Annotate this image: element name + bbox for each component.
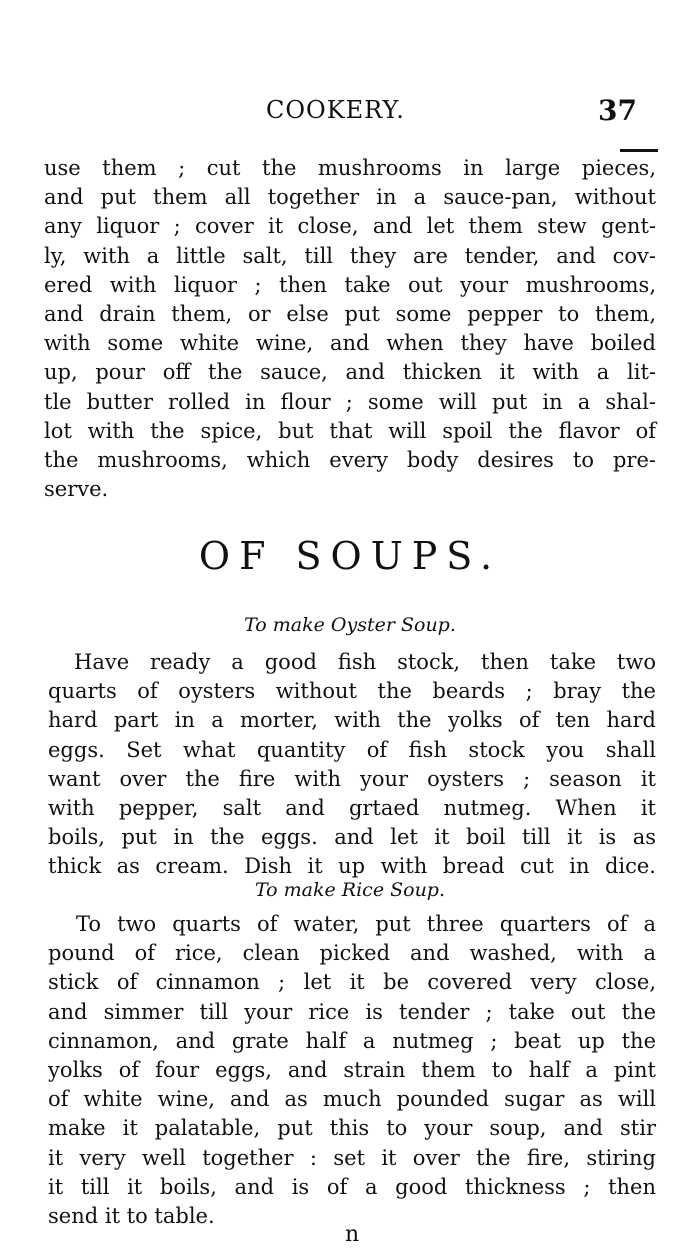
text-line: and put them all together in a sauce-pan, without [44,185,656,210]
signature-mark: n [345,1222,360,1247]
text-line: cinnamon, and grate half a nutmeg ; beat up the [48,1028,656,1053]
recipe-title-rice-soup: To make Rice Soup. [254,879,446,901]
text-line: any liquor ; cover it close, and let them stew gent- [44,214,656,239]
rice-soup-paragraph [48,910,656,1231]
text-line: send it to table. [48,1203,215,1228]
page-header [0,96,700,136]
text-line: with some white wine, and when they have boiled [44,331,656,356]
header-rule [620,149,658,152]
text-line: To two quarts of water, put three quarters of a [76,912,656,936]
text-line: up, pour off the sauce, and thicken it with a lit- [44,360,656,385]
text-line: Have ready a good fish stock, then take two [74,650,656,674]
text-line: of white wine, and as much pounded sugar as will [48,1087,656,1112]
text-line: hard part in a morter, with the yolks of ten hard [48,708,656,733]
oyster-soup-paragraph [48,648,656,882]
section-heading: OF SOUPS. [198,534,502,578]
text-line: the mushrooms, which every body desires to pre- [44,447,656,472]
text-line: ered with liquor ; then take out your mushrooms, [44,272,656,297]
text-line: quarts of oysters without the beards ; bray the [48,679,656,704]
continuation-paragraph [44,154,656,504]
text-line: serve. [44,477,109,502]
text-line: thick as cream. Dish it up with bread cut in dice. [48,854,656,879]
text-line: it very well together : set it over the fire, stiring [48,1145,656,1170]
text-line: want over the fire with your oysters ; season it [48,766,656,791]
text-line: lot with the spice, but that will spoil the flavor of [44,418,656,443]
text-line: and simmer till your rice is tender ; take out the [48,999,656,1024]
text-line: and drain them, or else put some pepper to them, [44,301,656,326]
text-line: pound of rice, clean picked and washed, with a [48,941,656,966]
text-line: stick of cinnamon ; let it be covered very close, [48,970,656,995]
text-line: yolks of four eggs, and strain them to half a pint [48,1057,656,1082]
text-line: use them ; cut the mushrooms in large pieces, [44,156,656,180]
text-line: make it palatable, put this to your soup, and stir [48,1116,656,1141]
page-number: 37 [598,94,637,127]
text-line: with pepper, salt and grtaed nutmeg. When it [48,795,656,820]
text-line: tle butter rolled in flour ; some will put in a shal- [44,389,656,414]
recipe-title-oyster-soup: To make Oyster Soup. [244,614,456,636]
text-line: eggs. Set what quantity of fish stock you shall [48,737,656,762]
text-line: ly, with a little salt, till they are tender, and cov- [44,243,656,268]
running-title: COOKERY. [266,96,405,124]
text-line: it till it boils, and is of a good thickness ; then [48,1174,656,1199]
text-line: boils, put in the eggs. and let it boil till it is as [48,825,656,850]
